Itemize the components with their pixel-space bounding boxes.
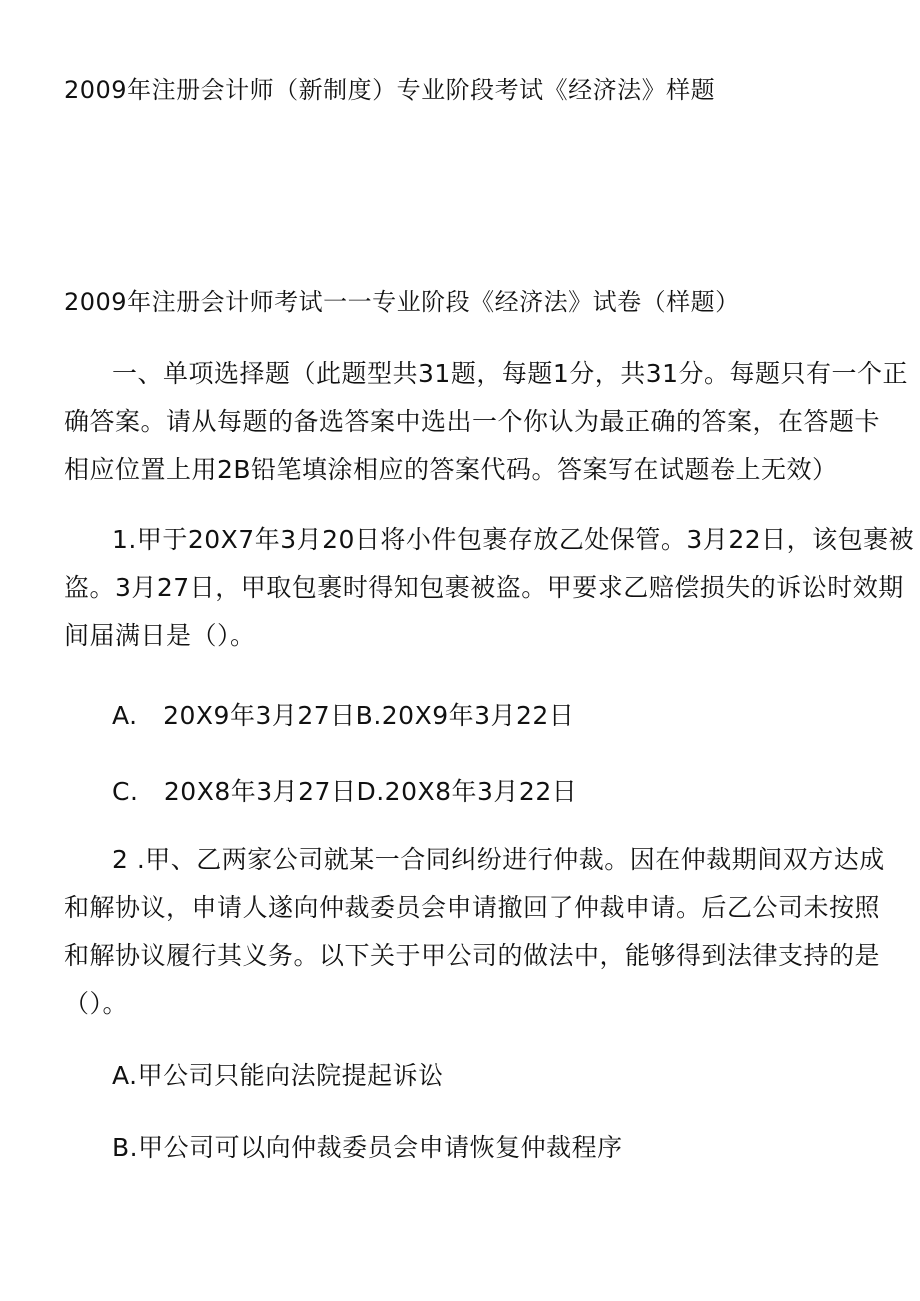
question-1-line: 盗。3月27日，甲取包裹时得知包裹被盗。甲要求乙赔偿损失的诉讼时效期 xyxy=(64,573,904,602)
question-1-options-cd: C. 20X8年3月27日D.20X8年3月22日 xyxy=(112,777,578,806)
section-heading-line: 相应位置上用2B铅笔填涂相应的答案代码。答案写在试题卷上无效） xyxy=(64,455,838,484)
exam-subtitle: 2009年注册会计师考试一一专业阶段《经济法》试卷（样题） xyxy=(64,288,740,316)
question-2-option-a: A.甲公司只能向法院提起诉讼 xyxy=(112,1061,444,1090)
document-title: 2009年注册会计师（新制度）专业阶段考试《经济法》样题 xyxy=(64,76,716,104)
section-heading-line: 一、单项选择题（此题型共31题，每题1分，共31分。每题只有一个正 xyxy=(112,359,909,388)
question-2-line: 和解协议，申请人遂向仲裁委员会申请撤回了仲裁申请。后乙公司未按照 xyxy=(64,893,881,922)
question-2 xyxy=(64,836,885,1028)
question-1 xyxy=(64,516,915,660)
question-2-line: 和解协议履行其义务。以下关于甲公司的做法中，能够得到法律支持的是 xyxy=(64,941,881,970)
question-1-options-ab: A. 20X9年3月27日B.20X9年3月22日 xyxy=(112,701,575,730)
question-2-option-b: B.甲公司可以向仲裁委员会申请恢复仲裁程序 xyxy=(112,1133,623,1162)
section-heading-line: 确答案。请从每题的备选答案中选出一个你认为最正确的答案，在答题卡 xyxy=(64,407,881,436)
question-2-line: （）。 xyxy=(64,989,129,1018)
section-heading xyxy=(64,350,909,494)
question-1-line: 间届满日是（）。 xyxy=(64,621,256,650)
question-1-line: 1.甲于20X7年3月20日将小件包裹存放乙处保管。3月22日，该包裹被 xyxy=(112,525,915,554)
question-2-line: 2 .甲、乙两家公司就某一合同纠纷进行仲裁。因在仲裁期间双方达成 xyxy=(112,845,885,874)
